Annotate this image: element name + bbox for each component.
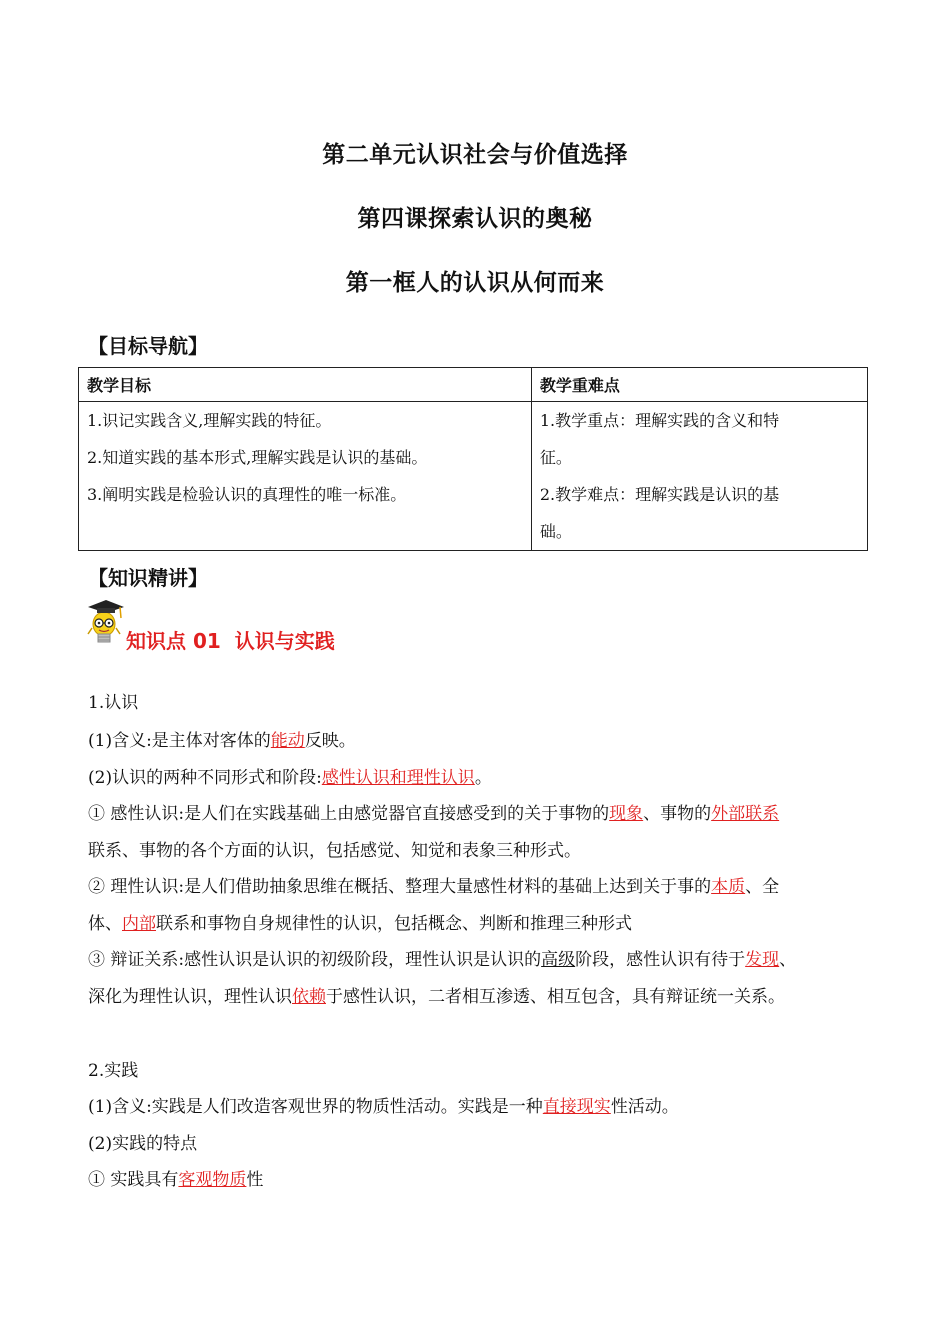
content-line	[88, 799, 779, 824]
content-line	[88, 945, 796, 970]
text-span: 于感性认识，二者相互渗透、相互包含，具有辩证统一关系。	[326, 987, 785, 1007]
text-span: 性	[246, 1170, 264, 1190]
goal-line: 3.阐明实践是检验认识的真理性的唯一标准。	[87, 485, 407, 504]
content-line	[88, 1165, 263, 1190]
key-term: 能动	[270, 731, 305, 751]
goal-line: 1.识记实践含义,理解实践的特征。	[87, 411, 332, 430]
text-span: 深化为理性认识，理性认识	[88, 987, 292, 1007]
content-line	[88, 1092, 679, 1117]
key-term: 外部联系	[711, 804, 780, 824]
lesson-title: 第四课探索认识的奥秘	[357, 206, 593, 232]
key-term: 感性认识和理性认识	[321, 768, 475, 788]
focus-line: 2.教学难点：理解实践是认识的基	[539, 485, 780, 504]
text-span: (2)认识的两种不同形式和阶段:	[88, 768, 322, 788]
text-span: 、	[779, 950, 797, 970]
knowledge-heading: 【知识精讲】	[88, 566, 208, 590]
key-term: 直接现实	[542, 1097, 611, 1117]
text-span: 反映。	[304, 731, 356, 751]
heading-cognition: 1.认识	[88, 693, 139, 713]
goals-col1-cell	[79, 402, 532, 551]
key-term: 客观物质	[178, 1170, 247, 1190]
text-span: 、事物的	[643, 804, 712, 824]
knowledge-point-header	[86, 598, 486, 653]
text-span: 。	[474, 768, 492, 788]
text-span: (1)含义:是主体对客体的	[88, 731, 271, 751]
unit-title: 第二单元认识社会与价值选择	[322, 142, 628, 168]
goals-table-body-row	[79, 402, 868, 551]
frame-title: 第一框人的认识从何而来	[345, 270, 605, 296]
focus-line: 征。	[539, 448, 572, 467]
text-span: ① 实践具有	[88, 1170, 179, 1190]
goal-line: 2.知道实践的基本形式,理解实践是认识的基础。	[87, 448, 428, 467]
key-term: 依赖	[292, 987, 326, 1007]
content-line	[88, 909, 632, 934]
content-line: (2)实践的特点	[88, 1134, 198, 1154]
focus-line: 础。	[539, 522, 572, 541]
graduate-bulb-icon	[86, 598, 126, 650]
content-line	[88, 872, 779, 897]
goals-table	[78, 367, 868, 551]
key-term: 本质	[711, 877, 746, 897]
goals-nav-heading: 【目标导航】	[88, 334, 208, 358]
text-span: 性活动。	[610, 1097, 679, 1117]
text-span: 阶段，感性认识有待于	[575, 950, 746, 970]
key-term: 现象	[609, 804, 644, 824]
content-line	[88, 726, 356, 751]
content-line: 联系、事物的各个方面的认识，包括感觉、知觉和表象三种形式。	[88, 841, 581, 861]
key-term: 内部	[122, 914, 156, 934]
goals-col1-header: 教学目标	[79, 368, 532, 402]
focus-line: 1.教学重点：理解实践的含义和特	[539, 411, 780, 430]
knowledge-point-title: 知识点 01 认识与实践	[126, 629, 335, 653]
goals-col2-header: 教学重难点	[531, 368, 867, 402]
content-line	[88, 763, 492, 788]
text-span: 、全	[745, 877, 780, 897]
text-span: (1)含义:实践是人们改造客观世界的物质性活动。实践是一种	[88, 1097, 543, 1117]
goals-table-header-row	[79, 368, 868, 402]
text-span: ① 感性认识:是人们在实践基础上由感觉器官直接感受到的关于事物的	[88, 804, 610, 824]
heading-practice: 2.实践	[88, 1061, 139, 1081]
text-span: 联系和事物自身规律性的认识，包括概念、判断和推理三种形式	[156, 914, 632, 934]
key-term: 发现	[745, 950, 780, 970]
key-term: 高级	[541, 950, 576, 970]
content-line	[88, 982, 785, 1007]
text-span: ② 理性认识:是人们借助抽象思维在概括、整理大量感性材料的基础上达到关于事的	[88, 877, 712, 897]
text-span: ③ 辩证关系:感性认识是认识的初级阶段，理性认识是认识的	[88, 950, 542, 970]
text-span: 体、	[88, 914, 122, 934]
goals-col2-cell	[531, 402, 867, 551]
